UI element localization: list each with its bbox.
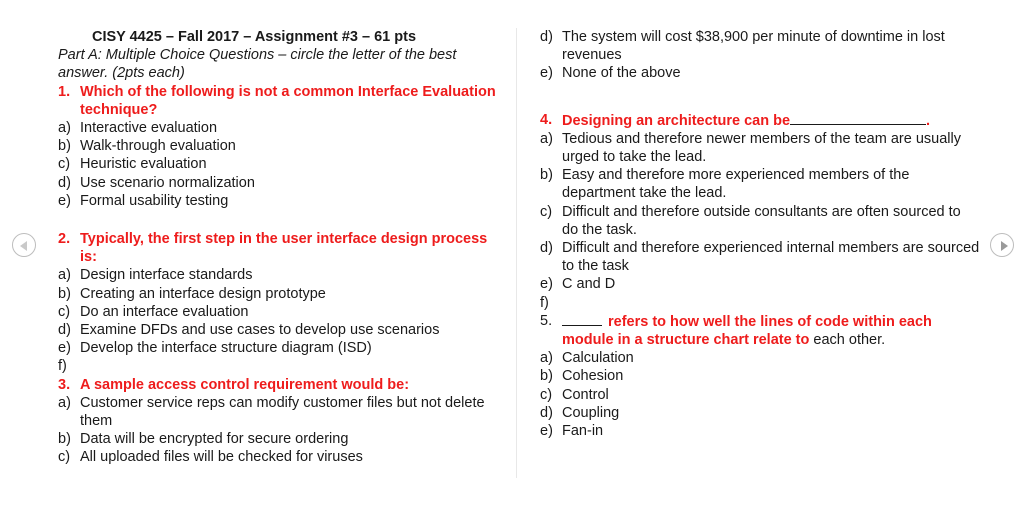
option-text: Data will be encrypted for secure ordering [80,431,349,448]
option[interactable] [58,266,508,284]
option-letter: d) [58,322,71,339]
option-letter: a) [540,350,553,367]
option-letter: e) [540,276,553,293]
question-text: refers to how well the lines of code within each module in a structure chart relate to [562,313,932,349]
question-number: 5. [540,312,553,329]
option-text: Heuristic evaluation [80,156,207,173]
option[interactable] [58,448,508,466]
question-1 [58,83,508,119]
question-3 [58,376,508,394]
option-text: Fan-in [562,423,604,440]
option-text: Use scenario normalization [80,174,255,191]
answer-blank [562,312,602,326]
option-text: Calculation [562,350,634,367]
option-text: Customer service reps can modify customer files but not delete them [80,394,485,430]
option-text [562,294,980,312]
option[interactable] [540,239,980,275]
option-text: None of the above [562,65,681,82]
option[interactable] [58,357,508,375]
option[interactable] [58,137,508,155]
option[interactable] [58,339,508,357]
option[interactable] [540,386,980,404]
option-letter: b) [58,285,71,302]
option[interactable] [58,155,508,173]
option-text: Difficult and therefore outside consultants are often sourced to do the task. [562,203,961,238]
option-letter: b) [58,431,71,448]
option-text: Do an interface evaluation [80,303,249,320]
right-column [540,28,980,440]
question-text: Typically, the first step in the user interface design process is: [80,231,488,266]
option-text: Examine DFDs and use cases to develop use scenarios [80,322,440,339]
option[interactable] [540,166,980,202]
option[interactable] [540,64,980,82]
option-text: Easy and therefore more experienced members of the department take the lead. [562,167,910,202]
option-text: Creating an interface design prototype [80,285,326,302]
option-text: The system will cost $38,900 per minute of downtime in lost revenues [562,29,945,64]
option-letter: c) [540,386,553,403]
option-text: Tedious and therefore newer members of the team are usually urged to take the lead. [562,130,961,166]
option-letter: c) [58,156,71,173]
column-divider [516,28,517,478]
option-letter: a) [540,130,553,147]
option-letter: d) [540,29,553,45]
question-2 [58,230,508,266]
question-number: 1. [58,83,71,100]
option[interactable] [58,119,508,137]
option-letter: d) [540,404,553,421]
option[interactable] [58,192,508,210]
next-page-button[interactable] [990,233,1014,257]
option-letter: a) [58,394,71,411]
option-letter: c) [58,449,71,466]
option-text: Design interface standards [80,267,253,284]
option[interactable] [540,275,980,293]
option-letter: f) [58,358,67,375]
question-text: Designing an architecture can be [562,112,791,129]
question-number: 3. [58,376,71,393]
page-title: CISY 4425 – Fall 2017 – Assignment #3 – 61 pts [92,29,417,45]
option[interactable] [540,422,980,440]
chevron-right-icon [991,234,1015,258]
option-text: Interactive evaluation [80,120,218,137]
option-text: Walk-through evaluation [80,138,236,155]
question-number: 4. [540,111,553,128]
option[interactable] [58,174,508,192]
option[interactable] [540,28,980,64]
question-text: A sample access control requirement would be: [80,376,410,393]
option-letter: b) [540,167,553,184]
option-text: Control [562,386,609,403]
option-letter: a) [58,120,71,137]
question-4 [540,111,980,130]
option[interactable] [540,203,980,239]
option-text: Formal usability testing [80,192,229,209]
option[interactable] [58,303,508,321]
option[interactable] [540,367,980,385]
option-text: Difficult and therefore experienced internal members are sourced to the task [562,240,980,275]
answer-blank [790,111,926,125]
option-letter: c) [58,303,71,320]
option-text: All uploaded files will be checked for viruses [80,449,363,466]
prev-page-button[interactable] [12,233,36,257]
option-letter: b) [540,368,553,385]
option-letter: b) [58,138,71,155]
option[interactable] [540,349,980,367]
option[interactable] [540,130,980,166]
option[interactable] [540,404,980,422]
question-number: 2. [58,231,71,248]
option[interactable] [540,294,980,312]
option-letter: e) [540,65,553,82]
option-letter: d) [58,174,71,191]
question-text: Which of the following is not a common Interface Evaluation technique? [80,83,496,118]
left-column [58,28,508,467]
question-text-end: each other. [813,332,886,349]
part-a-instructions: Part A: Multiple Choice Questions – circle the letter of the best answer. (2pts each) [58,47,457,82]
question-end: . [926,112,931,129]
option-text: Cohesion [562,368,624,385]
option-text: C and D [562,276,616,293]
option[interactable] [58,285,508,303]
option-letter: e) [540,423,553,440]
option-letter: e) [58,192,71,209]
option[interactable] [58,394,508,430]
option-letter: a) [58,267,71,284]
option-text: Coupling [562,404,620,421]
option-text [80,357,508,375]
option-letter: c) [540,203,553,220]
option-letter: f) [540,294,549,311]
option-letter: d) [540,240,553,257]
question-5 [540,312,980,349]
option-letter: e) [58,340,71,357]
option-text: Develop the interface structure diagram (ISD) [80,340,372,357]
option[interactable] [58,321,508,339]
chevron-left-icon [13,234,37,258]
option[interactable] [58,430,508,448]
